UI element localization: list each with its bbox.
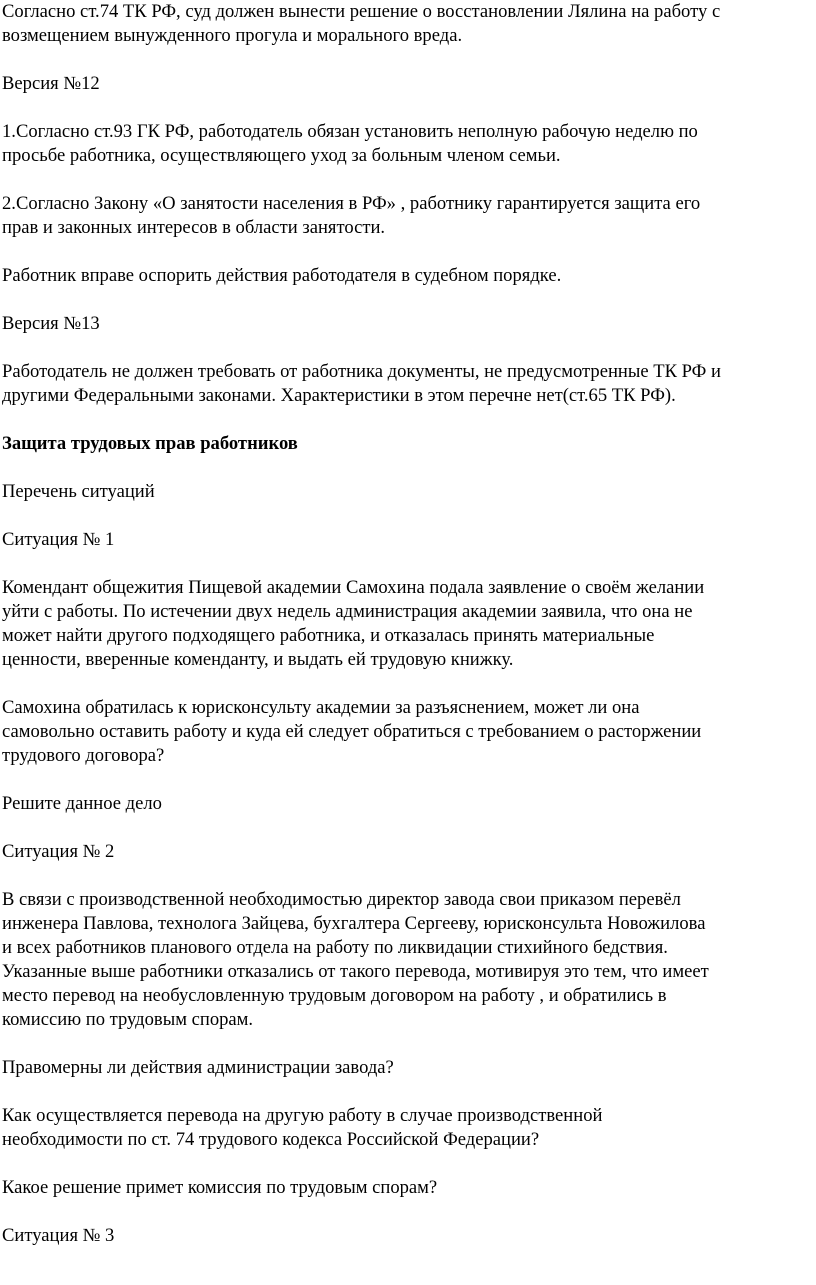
text-line: просьбе работника, осуществляющего уход за больным членом семьи.	[2, 145, 561, 166]
section-title	[0, 432, 816, 456]
paragraph-situation-1-facts	[0, 576, 816, 672]
text-line: Ситуация № 2	[2, 841, 115, 862]
text-line: Какое решение примет комиссия по трудовым спорам?	[2, 1177, 438, 1198]
paragraph-version-12-court	[0, 264, 816, 288]
paragraph-situation-1-question	[0, 696, 816, 768]
text-line: инженера Павлова, технолога Зайцева, бухгалтера Сергееву, юрисконсульта Новожилова	[2, 913, 706, 934]
text-line: Защита трудовых прав работников	[2, 433, 298, 454]
paragraph-situation-2-question-2	[0, 1104, 816, 1152]
text-line: ценности, вверенные коменданту, и выдать ей трудовую книжку.	[2, 649, 514, 670]
text-line: 2.Согласно Закону «О занятости населения в РФ» , работнику гарантируется защита его	[2, 193, 701, 214]
paragraph-version-12-item-1	[0, 120, 816, 168]
heading-situation-2	[0, 840, 816, 864]
text-line: место перевод на необусловленную трудовым договором на работу , и обратились в	[2, 985, 667, 1006]
paragraph-situation-2-question-1	[0, 1056, 816, 1080]
text-line: другими Федеральными законами. Характеристики в этом перечне нет(ст.65 ТК РФ).	[2, 385, 676, 406]
text-line: возмещением вынужденного прогула и морального вреда.	[2, 25, 463, 46]
paragraph-situation-2-facts	[0, 888, 816, 1032]
text-line: Указанные выше работники отказались от такого перевода, мотивируя это тем, что имеет	[2, 961, 709, 982]
heading-situation-3	[0, 1224, 816, 1248]
paragraph-situation-2-question-3	[0, 1176, 816, 1200]
heading-situations-list	[0, 480, 816, 504]
text-line: Комендант общежития Пищевой академии Самохина подала заявление о своём желании	[2, 577, 705, 598]
text-line: Ситуация № 3	[2, 1225, 115, 1246]
paragraph-situation-1-task	[0, 792, 816, 816]
text-line: 1.Согласно ст.93 ГК РФ, работодатель обязан установить неполную рабочую неделю по	[2, 121, 698, 142]
text-line: и всех работников планового отдела на работу по ликвидации стихийного бедствия.	[2, 937, 668, 958]
heading-situation-1	[0, 528, 816, 552]
text-line: Правомерны ли действия администрации завода?	[2, 1057, 394, 1078]
text-line: самовольно оставить работу и куда ей следует обратиться с требованием о расторжении	[2, 721, 702, 742]
text-line: Ситуация № 1	[2, 529, 115, 550]
text-line: Версия №13	[2, 313, 100, 334]
text-line: трудового договора?	[2, 745, 165, 766]
text-line: Перечень ситуаций	[2, 481, 155, 502]
paragraph-version-13	[0, 360, 816, 408]
heading-version-13	[0, 312, 816, 336]
heading-version-12	[0, 72, 816, 96]
text-line: Самохина обратилась к юрисконсульту академии за разъяснением, может ли она	[2, 697, 640, 718]
paragraph-version-12-item-2	[0, 192, 816, 240]
text-line: Версия №12	[2, 73, 100, 94]
text-line: Работодатель не должен требовать от работника документы, не предусмотренные ТК РФ и	[2, 361, 721, 382]
text-line: Решите данное дело	[2, 793, 162, 814]
text-line: может найти другого подходящего работника, и отказалась принять материальные	[2, 625, 655, 646]
paragraph-verdict-lyalin	[0, 0, 816, 48]
text-line: Работник вправе оспорить действия работодателя в судебном порядке.	[2, 265, 562, 286]
text-line: В связи с производственной необходимостью директор завода свои приказом перевёл	[2, 889, 681, 910]
text-line: Как осуществляется перевода на другую работу в случае производственной	[2, 1105, 603, 1126]
text-line: необходимости по ст. 74 трудового кодекса Российской Федерации?	[2, 1129, 540, 1150]
text-line: уйти с работы. По истечении двух недель администрация академии заявила, что она не	[2, 601, 693, 622]
text-line: Согласно ст.74 ТК РФ, суд должен вынести решение о восстановлении Лялина на работу с	[2, 1, 721, 22]
text-line: прав и законных интересов в области занятости.	[2, 217, 386, 238]
text-line: комиссию по трудовым спорам.	[2, 1009, 254, 1030]
